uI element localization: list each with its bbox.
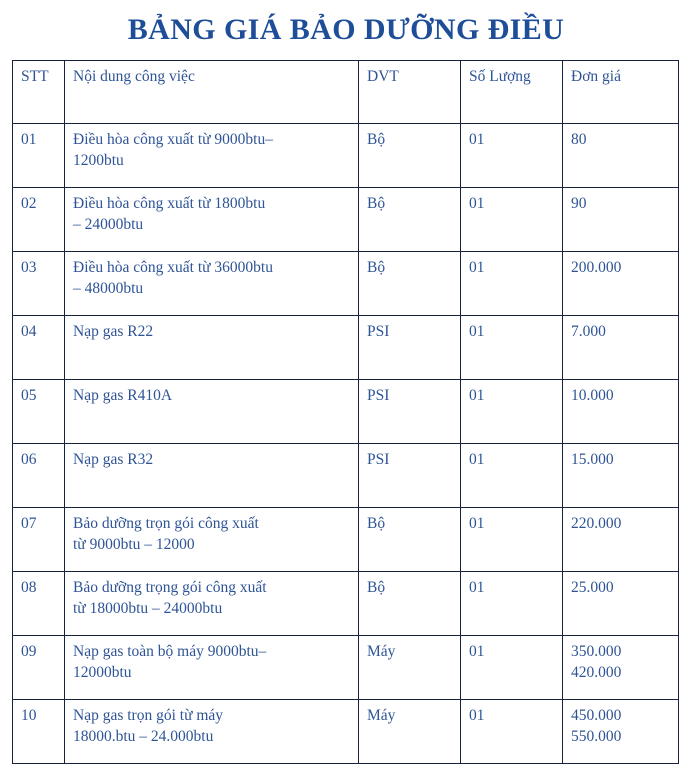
cell-description-line-1: Nạp gas R32 [73, 451, 154, 468]
table-row [13, 124, 679, 188]
cell-quantity: 01 [461, 700, 563, 764]
table-row [13, 636, 679, 700]
cell-description [65, 188, 359, 252]
cell-unit-price [563, 572, 679, 636]
cell-stt: 06 [13, 444, 65, 508]
table-row [13, 508, 679, 572]
cell-unit-price-line-1: 200.000 [571, 259, 622, 276]
cell-quantity: 01 [461, 380, 563, 444]
cell-description-line-1: Điều hòa công xuất từ 36000btu [73, 259, 273, 276]
cell-stt: 02 [13, 188, 65, 252]
cell-unit-price [563, 508, 679, 572]
price-table [12, 60, 679, 764]
cell-quantity: 01 [461, 124, 563, 188]
cell-unit: Máy [359, 700, 461, 764]
cell-description-line-2: – 24000btu [73, 216, 144, 233]
page-title: BẢNG GIÁ BẢO DƯỠNG ĐIỀU [127, 13, 565, 46]
cell-description-line-1: Điều hòa công xuất từ 9000btu– [73, 131, 273, 148]
column-header-unit-price: Đơn giá [563, 61, 679, 124]
cell-unit-price-line-1: 7.000 [571, 323, 606, 340]
cell-unit-price [563, 380, 679, 444]
cell-unit-price-line-2: 420.000 [571, 664, 622, 681]
cell-unit-price [563, 188, 679, 252]
cell-description [65, 636, 359, 700]
cell-unit-price [563, 700, 679, 764]
cell-unit-price [563, 252, 679, 316]
table-row [13, 316, 679, 380]
cell-stt: 09 [13, 636, 65, 700]
cell-unit-price-line-1: 220.000 [571, 515, 622, 532]
cell-description-line-1: Điều hòa công xuất từ 1800btu [73, 195, 266, 212]
cell-unit-price-line-1: 450.000 [571, 707, 622, 724]
column-header-stt: STT [13, 61, 65, 124]
table-row [13, 572, 679, 636]
cell-description [65, 572, 359, 636]
cell-stt: 07 [13, 508, 65, 572]
cell-stt: 04 [13, 316, 65, 380]
cell-description-line-2: từ 9000btu – 12000 [73, 536, 195, 553]
table-row [13, 380, 679, 444]
cell-unit-price-line-1: 80 [571, 131, 587, 148]
column-header-description: Nội dung công việc [65, 61, 359, 124]
price-table-container [12, 60, 678, 764]
cell-stt: 05 [13, 380, 65, 444]
table-row [13, 444, 679, 508]
cell-quantity: 01 [461, 252, 563, 316]
cell-unit: Bộ [359, 252, 461, 316]
table-header [13, 61, 679, 124]
cell-description [65, 444, 359, 508]
cell-stt: 10 [13, 700, 65, 764]
cell-description-line-1: Nạp gas trọn gói từ máy [73, 707, 224, 724]
cell-description [65, 508, 359, 572]
cell-description [65, 124, 359, 188]
cell-stt: 01 [13, 124, 65, 188]
cell-unit: Bộ [359, 572, 461, 636]
cell-description-line-1: Bảo dưỡng trọn gói công xuất [73, 515, 259, 532]
cell-quantity: 01 [461, 636, 563, 700]
cell-unit-price-line-1: 90 [571, 195, 587, 212]
cell-description-line-1: Nạp gas toàn bộ máy 9000btu– [73, 643, 267, 660]
cell-unit: Máy [359, 636, 461, 700]
cell-unit-price-line-1: 10.000 [571, 387, 614, 404]
cell-unit-price [563, 124, 679, 188]
cell-unit-price-line-2: 550.000 [571, 728, 622, 745]
column-header-unit: DVT [359, 61, 461, 124]
cell-unit: PSI [359, 380, 461, 444]
cell-quantity: 01 [461, 572, 563, 636]
table-header-row [13, 61, 679, 124]
cell-unit-price [563, 444, 679, 508]
cell-description-line-1: Nạp gas R22 [73, 323, 154, 340]
table-body [13, 124, 679, 764]
cell-quantity: 01 [461, 316, 563, 380]
cell-unit: PSI [359, 444, 461, 508]
cell-unit-price-line-1: 15.000 [571, 451, 614, 468]
column-header-quantity: Số Lượng [461, 61, 563, 124]
cell-description-line-2: 12000btu [73, 664, 132, 681]
cell-unit: Bộ [359, 508, 461, 572]
cell-description [65, 700, 359, 764]
cell-description-line-1: Bảo dưỡng trọng gói công xuất [73, 579, 267, 596]
cell-unit: Bộ [359, 124, 461, 188]
cell-quantity: 01 [461, 508, 563, 572]
cell-description-line-2: từ 18000btu – 24000btu [73, 600, 223, 617]
cell-unit: PSI [359, 316, 461, 380]
cell-unit: Bộ [359, 188, 461, 252]
cell-quantity: 01 [461, 444, 563, 508]
cell-unit-price-line-1: 350.000 [571, 643, 622, 660]
cell-description-line-2: 1200btu [73, 152, 124, 169]
cell-unit-price-line-1: 25.000 [571, 579, 614, 596]
cell-description-line-2: – 48000btu [73, 280, 144, 297]
cell-quantity: 01 [461, 188, 563, 252]
cell-description [65, 252, 359, 316]
table-row [13, 188, 679, 252]
cell-description [65, 380, 359, 444]
cell-description-line-2: 18000.btu – 24.000btu [73, 728, 214, 745]
table-row [13, 700, 679, 764]
cell-stt: 03 [13, 252, 65, 316]
cell-stt: 08 [13, 572, 65, 636]
table-row [13, 252, 679, 316]
cell-unit-price [563, 316, 679, 380]
cell-description-line-1: Nạp gas R410A [73, 387, 173, 404]
cell-description [65, 316, 359, 380]
cell-unit-price [563, 636, 679, 700]
